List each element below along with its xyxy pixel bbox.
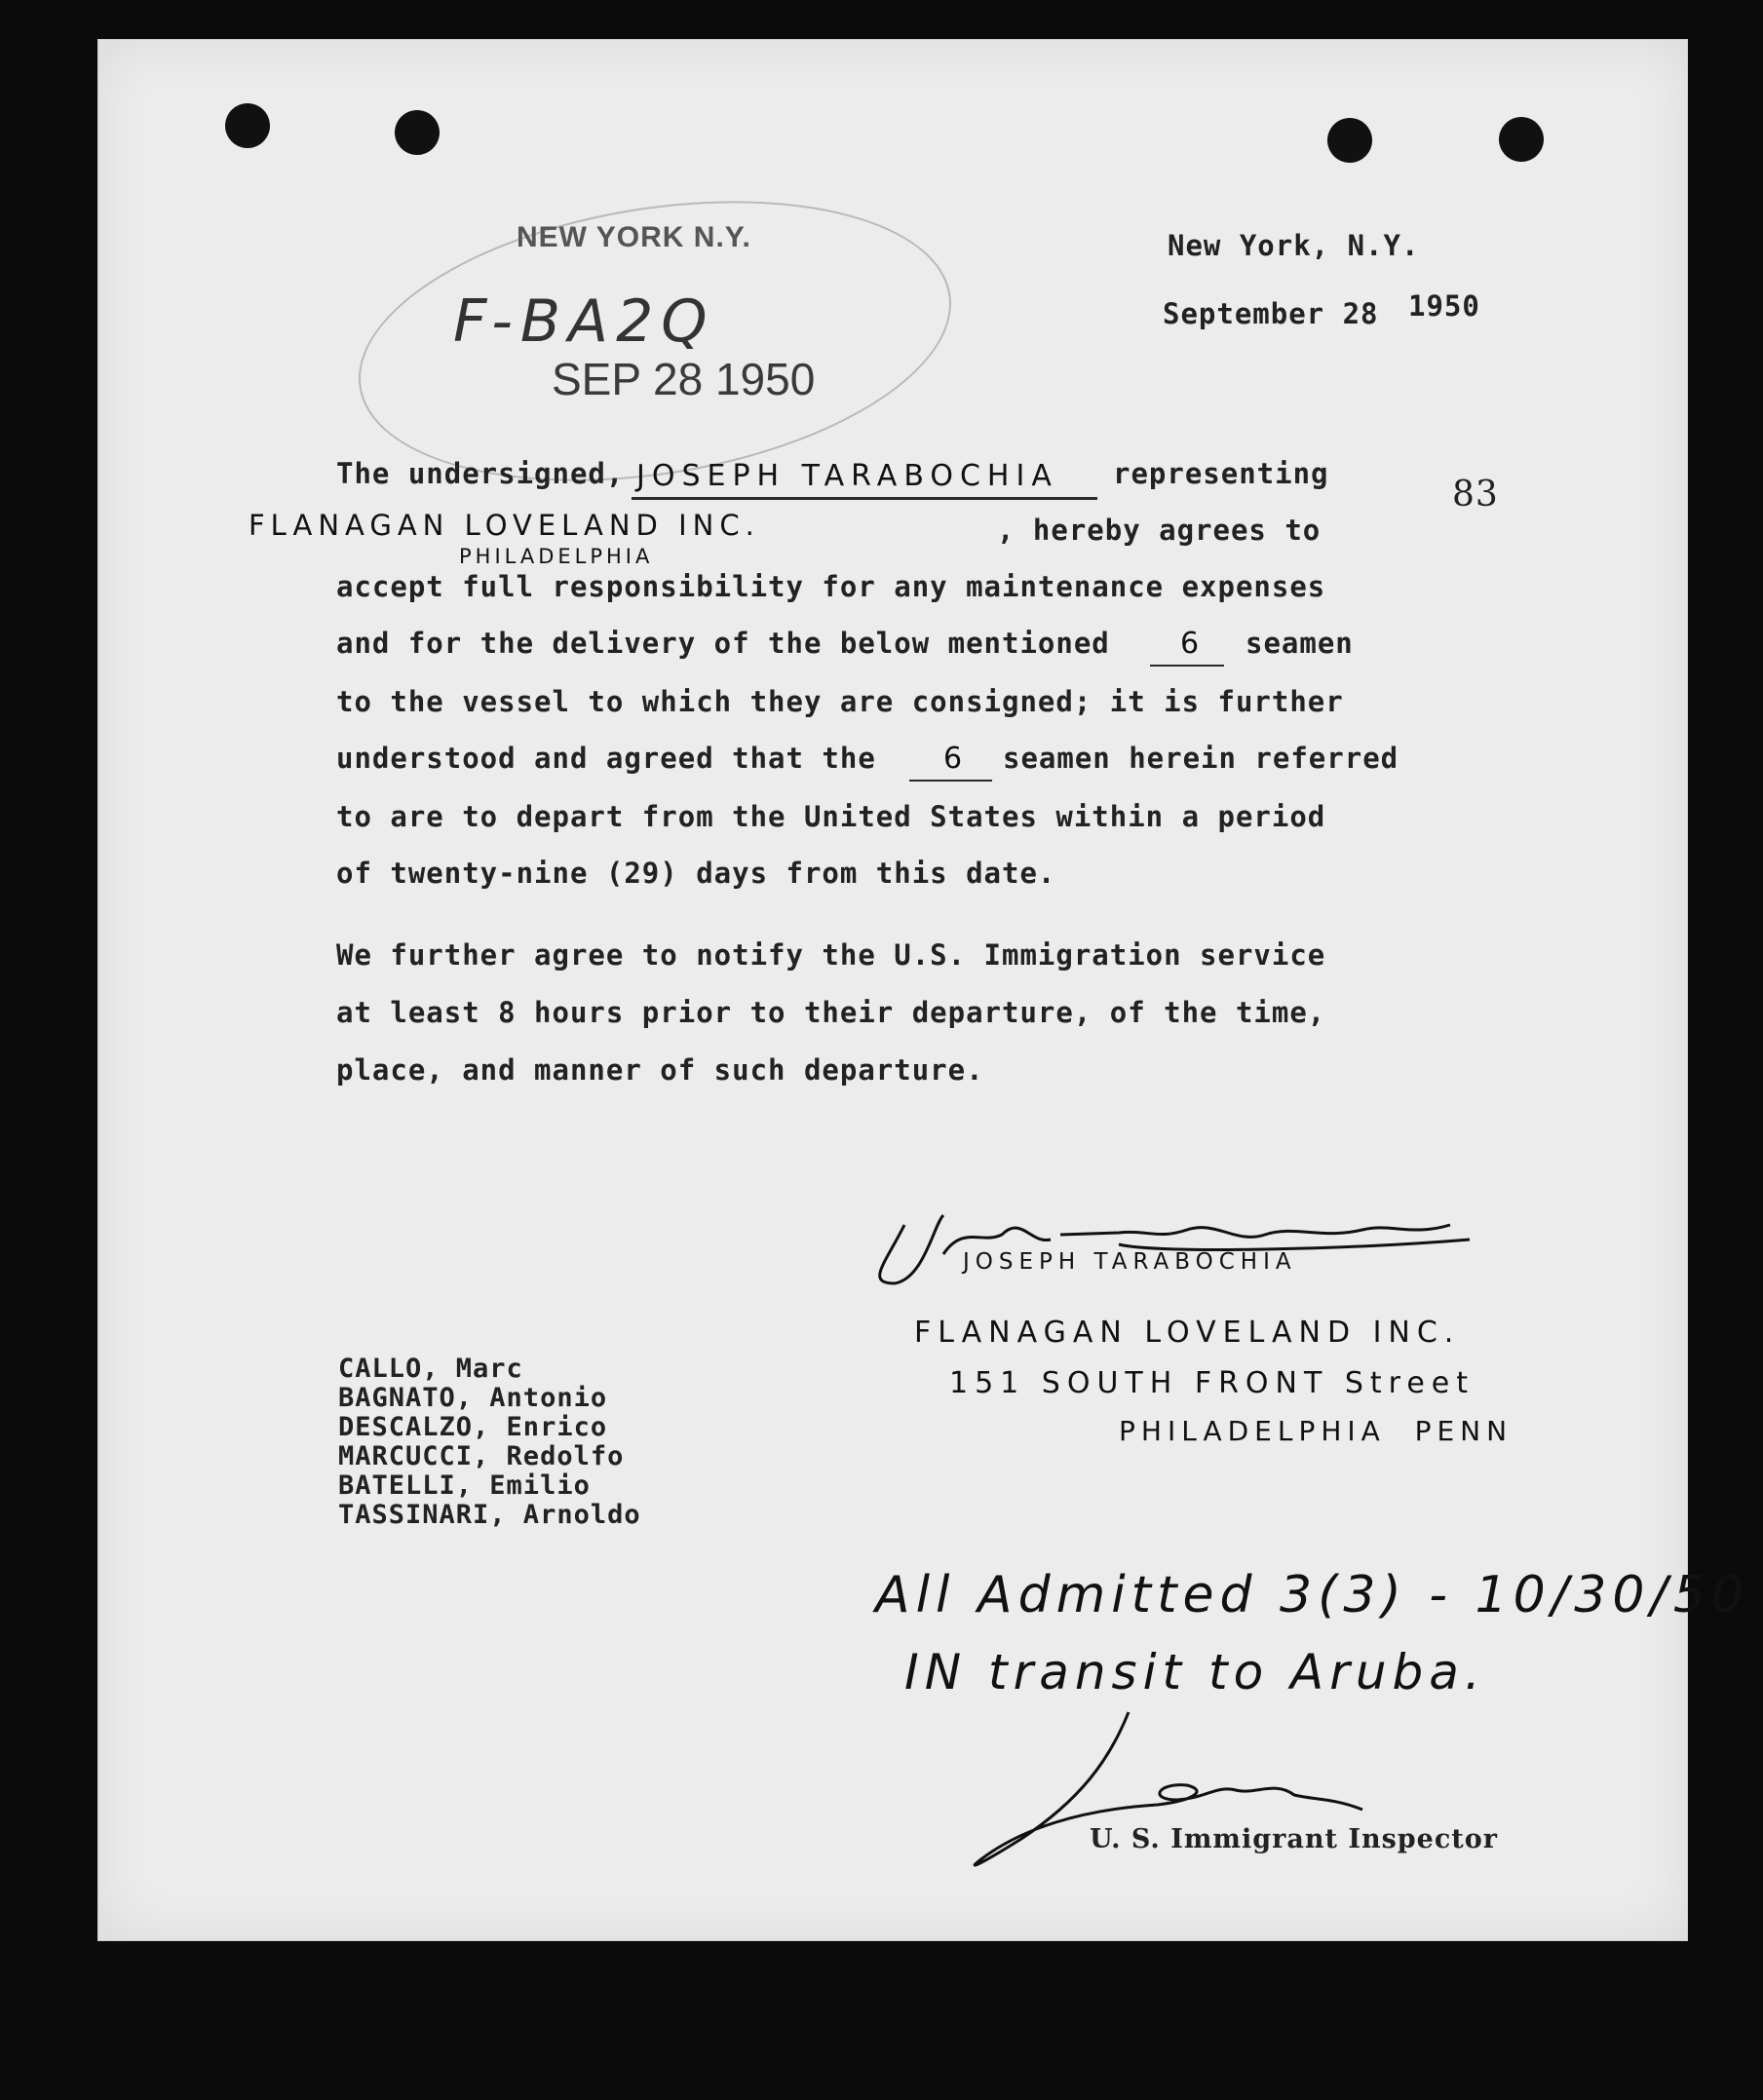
seaman-name: CALLO, Marc [338, 1354, 523, 1384]
count2-blank-line [909, 780, 992, 782]
signer-printed-name: JOSEPH TARABOCHIA [963, 1249, 1297, 1275]
para2-line1: We further agree to notify the U.S. Immigration service [336, 938, 1326, 972]
seaman-name: DESCALZO, Enrico [338, 1412, 608, 1442]
seamen-count-2: 6 [943, 742, 968, 776]
line4-suffix: seamen [1246, 627, 1354, 660]
line1-prefix: The undersigned, [336, 457, 625, 490]
para2-line3: place, and manner of such departure. [336, 1053, 984, 1087]
line1-suffix: representing [1113, 457, 1329, 490]
date-line: September 28 [1163, 297, 1379, 330]
seamen-count-1: 6 [1180, 627, 1205, 661]
annotation-line1: All Admitted 3(3) - 10/30/50 [875, 1566, 1750, 1624]
stamp-office: NEW YORK N.Y. [517, 221, 751, 253]
inspector-title: U. S. Immigrant Inspector [1090, 1824, 1498, 1854]
stamp-file-code: F-BA2Q [453, 287, 715, 356]
address-line3: PHILADELPHIA PENN [1119, 1415, 1514, 1447]
body-line3: accept full responsibility for any maintenance expenses [336, 570, 1326, 603]
seaman-name: TASSINARI, Arnoldo [338, 1500, 641, 1530]
line6-prefix: understood and agreed that the [336, 742, 876, 775]
page-number: 83 [1452, 475, 1499, 515]
body-line7: to are to depart from the United States within a period [336, 800, 1326, 833]
para2-line2: at least 8 hours prior to their departure, of the time, [336, 996, 1326, 1029]
seaman-name: BATELLI, Emilio [338, 1470, 591, 1501]
punch-hole [1499, 117, 1544, 162]
punch-hole [1327, 118, 1372, 163]
date-year: 1950 [1408, 289, 1480, 323]
company-handwritten: FLANAGAN LOVELAND INC. [249, 509, 760, 542]
address-line1: FLANAGAN LOVELAND INC. [914, 1316, 1461, 1350]
line4-prefix: and for the delivery of the below mentioned [336, 627, 1110, 660]
city-line: New York, N.Y. [1168, 229, 1420, 262]
count1-blank-line [1150, 665, 1224, 667]
line6-suffix: seamen herein referred [1003, 742, 1399, 775]
document-body [115, 75, 1750, 1936]
line2-suffix: , hereby agrees to [997, 514, 1322, 547]
seaman-name: MARCUCCI, Redolfo [338, 1441, 625, 1471]
seaman-name: BAGNATO, Antonio [338, 1383, 608, 1413]
signer-blank-line [632, 497, 1097, 500]
annotation-line2: IN transit to Aruba. [904, 1644, 1486, 1700]
body-line8: of twenty-nine (29) days from this date. [336, 857, 1056, 890]
stamp-date: SEP 28 1950 [552, 354, 816, 404]
address-line2: 151 SOUTH FRONT Street [949, 1366, 1476, 1400]
punch-hole [395, 110, 440, 155]
company-city-handwritten: PHILADELPHIA [459, 545, 654, 568]
body-line5: to the vessel to which they are consigned; it is further [336, 685, 1344, 718]
signer-name-handwritten: JOSEPH TARABOCHIA [636, 459, 1058, 493]
punch-hole [225, 103, 270, 148]
seamen-list [338, 1355, 641, 1530]
signature-scrawl [865, 1186, 1567, 1303]
